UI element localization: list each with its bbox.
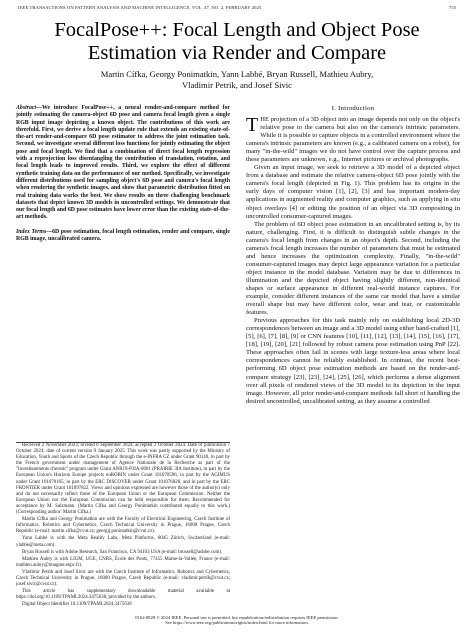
- paragraph: [246, 116, 460, 164]
- title-line-1: FocalPose++: Focal Length and Object Pose: [54, 19, 420, 41]
- footnote-affiliation: Vladimir Petrik and Josef Sivic are with the Czech Institute of Informatics, Robotics and Cybernetics, Czech Technical University in Prague, 16000 Prague, Czech Republic (e-mail: vladimir.petrik@cvut.cz; josef.sivic@cvut.cz).: [16, 569, 230, 588]
- right-column: [246, 105, 460, 406]
- paper-title: [0, 19, 474, 65]
- authors-line-1: Martin Cífka, Georgy Ponimatkin, Yann Labbé, Bryan Russell, Mathieu Aubry,: [100, 69, 374, 79]
- paragraph: The problem of 6D object pose estimation in an uncalibrated setting is, by its nature, challenging. First, it is difficult to distinguish subtle changes in the camera's focal length from changes in an object's depth. Second, including the camera's focal length increases the number of parameters that must be estimated and hence increases the optimization complexity. Finally, "in-the-wild" consumer-captured images may depict large appearance variation for a particular object instance in the model database. Variation may be due to differences in illumination and the depicted object having slightly different, non-identical shapes or surface appearance in different real-world instance captures. For example, consider different instances of the same car model that have a similar overall shape but may have different color, wear and tear, or customizable features.: [246, 220, 460, 317]
- title-line-2: Estimation via Render and Compare: [87, 42, 387, 64]
- footnote-doi: Digital Object Identifier 10.1109/TPAMI.2024.3475638: [22, 602, 132, 608]
- page-number: 755: [448, 5, 456, 10]
- paragraph: Previous approaches for this task mainly rely on establishing local 2D-3D correspondences between an image and a 3D model using either hand-crafted [1], [5], [6], [7], [8], [9] or CNN features [10], [11], [12], [13], [14], [15], [16], [17], [18], [19], [20], [21] followed by robust camera pose estimation using PnP [22]. These approaches often fail in scenes with large texture-less areas where local correspondences cannot be reliably established. In contrast, the recent best-performing 6D object pose estimation methods are based on the render-and-compare strategy [23], [23], [24], [25], [26], which performs a dense alignment over all pixels of rendered views of the 3D model to its depiction in the input image. However, all prior render-and-compare methods fall short of handling the desired uncontrolled, uncalibrated setting, as they assume a controlled: [246, 317, 460, 405]
- journal-name: IEEE TRANSACTIONS ON PATTERN ANALYSIS AND MACHINE INTELLIGENCE, VOL. 47, NO. 2, FEBRUARY 2025: [18, 5, 262, 10]
- footnotes: [16, 442, 230, 609]
- abstract-label: Abstract: [16, 105, 37, 111]
- section-body: [246, 116, 460, 406]
- drop-cap: T: [246, 114, 259, 136]
- index-terms-text: —6D pose estimation, focal length estimation, render and compare, single RGB image, uncalibrated camera.: [16, 228, 230, 243]
- abstract: [16, 105, 230, 222]
- paragraph-text: HE projection of a 3D object into an image depends not only on the object's relative pose to the camera but also on the camera's intrinsic parameters. While it is possible to capture objects in a controlled environment where the camera's intrinsic parameters are known (e.g., a calibrated camera on a robot), for many "in-the-wild" images we do not have control over the capture process and these parameters are unknown, e.g., Internet pictures or archival photographs.: [246, 116, 460, 164]
- author-list: [40, 69, 434, 91]
- footnote-affiliation: Martin Cífka and Georgy Ponimatkin are with the Faculty of Electrical Engineering, Czech Institute of Informatics, Robotics and Cybernetics, Czech Technical University in Prague, 16000 Prague, Czech Republic (e-mail: martin.cifka@cvut.cz; georgij.ponimatkin@cvut.cz).: [16, 517, 230, 535]
- footnote-received: Received 2 November 2023; revised 6 September 2024; accepted 2 October 2024. Date of publication 7 October 2024; date of current version 9 January 2025. This work was partly supported by the Ministry of Education, Youth and Sports of the Czech Republic through the e-INFRA CZ under Grant 90140, in part by the French government under management of Agence Nationale de la Recherche as part of the "Investissements d'avenir" program under Grant ANR19-P3IA-0001 (PRAIRIE 3IA Institute), in part by the European Union's Horizon Europe projects euROBIN under Grant 101070596, in part by the AGIMUS under Grant 101070165, in part by the ERC DISCOVER under Grant 101076028, and in part by the ERC FRONTIER under Grant 101097822. Views and opinions expressed are however those of the author(s) only and do not necessarily reflect those of the European Union or the European Commission. Neither the European Union nor the European Commission can be held responsible for them. Recommended for acceptance by M. Salzmann. (Martin Cífka and Georgy Ponimatkin contributed equally to this work.) (Corresponding author: Martin Cífka.): [16, 443, 230, 516]
- index-terms-label: Index Terms: [16, 228, 47, 235]
- footnote-affiliation: Mathieu Aubry is with LIGM, UGE, CNRS, École des Ponts, 77455 Marne-la-Vallée, France (e-mail: mathieu.aubry@imagine.enpc.fr).: [16, 556, 230, 568]
- footnote-affiliation: Yann Labbé is with the Meta Reality Labs, Meta Platforms, 8045 Zürich, Switzerland (e-mail: ylabbe@meta.com).: [16, 536, 230, 548]
- running-header: [18, 5, 456, 10]
- footnote-affiliation: Bryan Russell is with Adobe Research, San Francisco, CA 94103 USA (e-mail: brussell@adobe.com).: [22, 549, 223, 555]
- rights-line: See https://www.ieee.org/publications/rights/index.html for more information.: [165, 620, 309, 626]
- copyright-line: 0162-8828 © 2024 IEEE. Personal use is permitted, but republication/redistribution requires IEEE permission.: [135, 614, 339, 620]
- copyright-footer: [0, 615, 474, 626]
- index-terms: [16, 229, 230, 244]
- abstract-text: —We introduce FocalPose++, a neural render-and-compare method for jointly estimating the camera-object 6D pose and camera focal length given a single RGB input image depicting a known object. The contributions of this work are threefold. First, we derive a focal length update rule that extends an existing state-of-the-art render-and-compare 6D pose estimator to address the joint estimation task. Second, we investigate several different loss functions for jointly estimating the object pose and focal length. We find that a combination of direct focal length regression with a reprojection loss disentangling the contribution of translation, rotation, and focal length leads to improved results. Third, we explore the effect of different synthetic training data on the performance of our method. Specifically, we investigate different distributions used for sampling object's 6D pose and camera's focal length when rendering the synthetic images, and show that parametric distribution fitted on real training data works the best. We show results on three challenging benchmark datasets that depict known 3D models in uncontrolled settings. We demonstrate that our focal length and 6D pose estimates have lower error than the existing state-of-the-art methods.: [16, 105, 230, 221]
- paragraph: Given an input image, we seek to retrieve a 3D model of a depicted object from a database and estimate the relative camera-object 6D pose jointly with the camera's focal length (depicted in Fig. 1). This problem has its origins in the early days of computer vision [1], [2], [3] and has important modern-day applications in augmented reality and computer graphics, such as applying in situ object overlays [4] or editing the position of an object via 3D compositing in uncontrolled consumer-captured images.: [246, 164, 460, 220]
- left-column: [16, 105, 230, 243]
- footnote-supplementary: This article has supplementary downloadable material available at https://doi.org/10.1109/TPAMI.2024.3475638, provided by the authors.: [16, 589, 230, 601]
- authors-line-2: Vladimir Petrik, and Josef Sivic: [181, 80, 293, 90]
- section-heading: I. Introduction: [331, 105, 375, 112]
